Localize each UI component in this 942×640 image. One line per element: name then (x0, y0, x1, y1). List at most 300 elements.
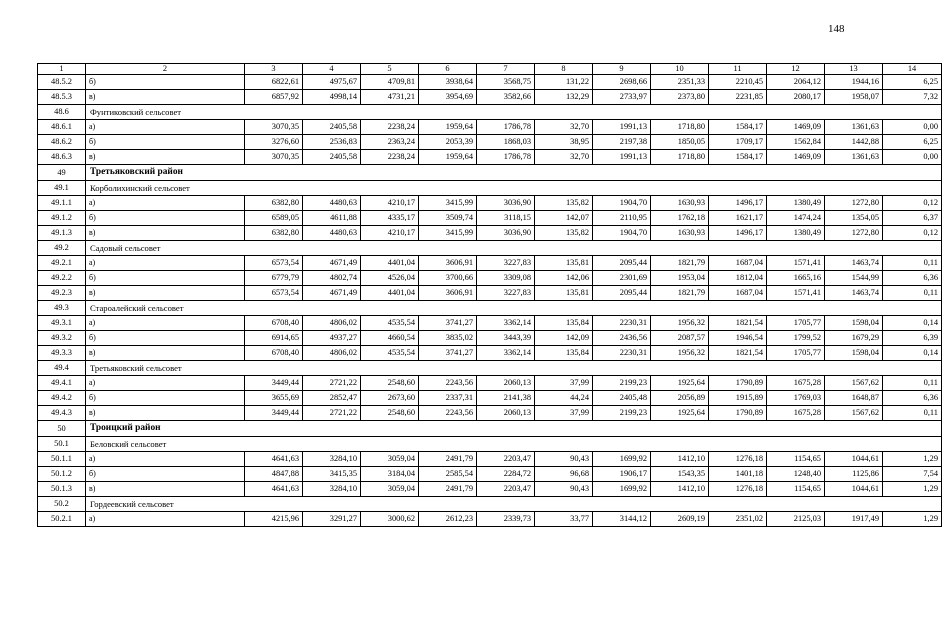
value-cell: 3741,27 (419, 346, 477, 361)
council-name: Садовый сельсовет (86, 241, 942, 256)
table-row (38, 376, 942, 391)
table-row (38, 150, 942, 165)
value-cell: 1786,78 (477, 150, 535, 165)
value-cell: 2060,13 (477, 406, 535, 421)
council-name: Гордеевский сельсовет (86, 497, 942, 512)
column-number-header-row (38, 64, 942, 75)
value-cell: 1868,03 (477, 135, 535, 150)
value-cell: 3655,69 (245, 391, 303, 406)
value-cell: 2673,60 (361, 391, 419, 406)
value-cell: 1463,74 (825, 256, 883, 271)
value-cell: 6382,80 (245, 226, 303, 241)
value-cell: 0,14 (883, 316, 942, 331)
value-cell: 2363,24 (361, 135, 419, 150)
value-cell: 1380,49 (767, 196, 825, 211)
table-row (38, 90, 942, 105)
value-cell: 2197,38 (593, 135, 651, 150)
column-number: 12 (767, 64, 825, 75)
value-cell: 2230,31 (593, 346, 651, 361)
row-variant: б) (86, 211, 245, 226)
value-cell: 1705,77 (767, 316, 825, 331)
value-cell: 4806,02 (303, 316, 361, 331)
value-cell: 3227,83 (477, 286, 535, 301)
value-cell: 1248,40 (767, 467, 825, 482)
value-cell: 1474,24 (767, 211, 825, 226)
value-cell: 6,25 (883, 135, 942, 150)
value-cell: 2243,56 (419, 406, 477, 421)
table-row (38, 226, 942, 241)
value-cell: 3938,64 (419, 75, 477, 90)
table-row (38, 406, 942, 421)
value-cell: 2491,79 (419, 452, 477, 467)
value-cell: 3036,90 (477, 196, 535, 211)
value-cell: 0,14 (883, 346, 942, 361)
value-cell: 1687,04 (709, 286, 767, 301)
value-cell: 4535,54 (361, 316, 419, 331)
table-row (38, 331, 942, 346)
value-cell: 2238,24 (361, 150, 419, 165)
table-row (38, 196, 942, 211)
value-cell: 1959,64 (419, 120, 477, 135)
value-cell: 3741,27 (419, 316, 477, 331)
value-cell: 2095,44 (593, 286, 651, 301)
value-cell: 1,29 (883, 512, 942, 527)
value-cell: 1154,65 (767, 482, 825, 497)
council-header-row (38, 437, 942, 452)
value-cell: 3415,99 (419, 196, 477, 211)
value-cell: 1567,62 (825, 406, 883, 421)
value-cell: 2087,57 (651, 331, 709, 346)
value-cell: 4671,49 (303, 256, 361, 271)
row-variant: б) (86, 135, 245, 150)
value-cell: 3059,04 (361, 452, 419, 467)
value-cell: 3835,02 (419, 331, 477, 346)
value-cell: 1917,49 (825, 512, 883, 527)
district-name: Троицкий район (86, 421, 942, 437)
value-cell: 2301,69 (593, 271, 651, 286)
value-cell: 1665,16 (767, 271, 825, 286)
value-cell: 6822,61 (245, 75, 303, 90)
value-cell: 3362,14 (477, 316, 535, 331)
value-cell: 7,32 (883, 90, 942, 105)
value-cell: 3449,44 (245, 406, 303, 421)
value-cell: 1571,41 (767, 256, 825, 271)
value-cell: 1630,93 (651, 196, 709, 211)
row-code: 49.3.3 (38, 346, 86, 361)
row-code: 49.2 (38, 241, 86, 256)
table-row (38, 452, 942, 467)
value-cell: 6,39 (883, 331, 942, 346)
value-cell: 3443,39 (477, 331, 535, 346)
value-cell: 6708,40 (245, 346, 303, 361)
value-cell: 1821,54 (709, 346, 767, 361)
value-cell: 4709,81 (361, 75, 419, 90)
value-cell: 4480,63 (303, 226, 361, 241)
row-code: 49.1.3 (38, 226, 86, 241)
value-cell: 0,11 (883, 376, 942, 391)
value-cell: 96,68 (535, 467, 593, 482)
table-row (38, 256, 942, 271)
row-code: 50.1 (38, 437, 86, 452)
column-number: 11 (709, 64, 767, 75)
row-code: 49.2.1 (38, 256, 86, 271)
value-cell: 3184,04 (361, 467, 419, 482)
value-cell: 3036,90 (477, 226, 535, 241)
value-cell: 1442,88 (825, 135, 883, 150)
value-cell: 1598,04 (825, 346, 883, 361)
value-cell: 6382,80 (245, 196, 303, 211)
value-cell: 2141,38 (477, 391, 535, 406)
value-cell: 7,54 (883, 467, 942, 482)
value-cell: 2110,95 (593, 211, 651, 226)
value-cell: 1675,28 (767, 376, 825, 391)
value-cell: 3362,14 (477, 346, 535, 361)
value-cell: 1679,29 (825, 331, 883, 346)
value-cell: 1544,99 (825, 271, 883, 286)
value-cell: 32,70 (535, 150, 593, 165)
row-code: 50.1.3 (38, 482, 86, 497)
value-cell: 1,29 (883, 482, 942, 497)
value-cell: 3059,04 (361, 482, 419, 497)
value-cell: 2064,12 (767, 75, 825, 90)
council-name: Фунтиковский сельсовет (86, 105, 942, 120)
row-code: 49.1.2 (38, 211, 86, 226)
council-name: Корболихинский сельсовет (86, 181, 942, 196)
value-cell: 90,43 (535, 452, 593, 467)
value-cell: 1562,84 (767, 135, 825, 150)
value-cell: 2351,33 (651, 75, 709, 90)
value-cell: 3700,66 (419, 271, 477, 286)
value-cell: 1125,86 (825, 467, 883, 482)
value-cell: 32,70 (535, 120, 593, 135)
value-cell: 1821,54 (709, 316, 767, 331)
value-cell: 2231,85 (709, 90, 767, 105)
row-variant: а) (86, 256, 245, 271)
value-cell: 1946,54 (709, 331, 767, 346)
value-cell: 1361,63 (825, 120, 883, 135)
value-cell: 3144,12 (593, 512, 651, 527)
value-cell: 1,29 (883, 452, 942, 467)
value-cell: 4937,27 (303, 331, 361, 346)
value-cell: 1991,13 (593, 150, 651, 165)
value-cell: 6914,65 (245, 331, 303, 346)
row-variant: в) (86, 90, 245, 105)
value-cell: 1821,79 (651, 286, 709, 301)
value-cell: 6589,05 (245, 211, 303, 226)
row-variant: а) (86, 196, 245, 211)
value-cell: 2405,58 (303, 150, 361, 165)
value-cell: 4641,63 (245, 452, 303, 467)
value-cell: 0,11 (883, 406, 942, 421)
value-cell: 2612,23 (419, 512, 477, 527)
column-number: 6 (419, 64, 477, 75)
value-cell: 33,77 (535, 512, 593, 527)
value-cell: 3284,10 (303, 452, 361, 467)
value-cell: 6,36 (883, 391, 942, 406)
value-cell: 4671,49 (303, 286, 361, 301)
row-variant: б) (86, 331, 245, 346)
value-cell: 1906,17 (593, 467, 651, 482)
value-cell: 4641,63 (245, 482, 303, 497)
value-cell: 135,84 (535, 346, 593, 361)
value-cell: 1276,18 (709, 452, 767, 467)
value-cell: 4210,17 (361, 196, 419, 211)
value-cell: 6708,40 (245, 316, 303, 331)
value-cell: 142,09 (535, 331, 593, 346)
value-cell: 4806,02 (303, 346, 361, 361)
table-row (38, 75, 942, 90)
value-cell: 4215,96 (245, 512, 303, 527)
value-cell: 2698,66 (593, 75, 651, 90)
value-cell: 1991,13 (593, 120, 651, 135)
value-cell: 1812,04 (709, 271, 767, 286)
column-number: 10 (651, 64, 709, 75)
page-number: 148 (828, 23, 845, 35)
value-cell: 2405,48 (593, 391, 651, 406)
value-cell: 2491,79 (419, 482, 477, 497)
value-cell: 2060,13 (477, 376, 535, 391)
value-cell: 2351,02 (709, 512, 767, 527)
row-code: 50.1.2 (38, 467, 86, 482)
value-cell: 1958,07 (825, 90, 883, 105)
row-code: 49.4 (38, 361, 86, 376)
row-variant: б) (86, 271, 245, 286)
row-code: 49.4.2 (38, 391, 86, 406)
value-cell: 1469,09 (767, 120, 825, 135)
row-code: 50 (38, 421, 86, 437)
value-cell: 2238,24 (361, 120, 419, 135)
value-cell: 3118,15 (477, 211, 535, 226)
value-cell: 3309,08 (477, 271, 535, 286)
value-cell: 3954,69 (419, 90, 477, 105)
row-variant: б) (86, 75, 245, 90)
council-header-row (38, 105, 942, 120)
value-cell: 2053,39 (419, 135, 477, 150)
value-cell: 2243,56 (419, 376, 477, 391)
value-cell: 142,07 (535, 211, 593, 226)
council-name: Староалейский сельсовет (86, 301, 942, 316)
table-row (38, 271, 942, 286)
value-cell: 1769,03 (767, 391, 825, 406)
value-cell: 4847,88 (245, 467, 303, 482)
value-cell: 0,00 (883, 150, 942, 165)
value-cell: 2080,17 (767, 90, 825, 105)
value-cell: 1567,62 (825, 376, 883, 391)
value-cell: 1469,09 (767, 150, 825, 165)
row-variant: в) (86, 406, 245, 421)
value-cell: 6573,54 (245, 286, 303, 301)
row-code: 48.6 (38, 105, 86, 120)
value-cell: 1718,80 (651, 150, 709, 165)
row-code: 49.1 (38, 181, 86, 196)
value-cell: 37,99 (535, 406, 593, 421)
value-cell: 1648,87 (825, 391, 883, 406)
value-cell: 0,12 (883, 196, 942, 211)
row-variant: в) (86, 346, 245, 361)
value-cell: 3606,91 (419, 286, 477, 301)
council-header-row (38, 241, 942, 256)
value-cell: 131,22 (535, 75, 593, 90)
value-cell: 4660,54 (361, 331, 419, 346)
value-cell: 1621,17 (709, 211, 767, 226)
value-cell: 1401,18 (709, 467, 767, 482)
row-variant: а) (86, 452, 245, 467)
value-cell: 4998,14 (303, 90, 361, 105)
value-cell: 6857,92 (245, 90, 303, 105)
table-row (38, 120, 942, 135)
row-variant: а) (86, 376, 245, 391)
value-cell: 135,82 (535, 196, 593, 211)
value-cell: 3291,27 (303, 512, 361, 527)
row-variant: в) (86, 150, 245, 165)
value-cell: 6,36 (883, 271, 942, 286)
value-cell: 1762,18 (651, 211, 709, 226)
column-number: 7 (477, 64, 535, 75)
value-cell: 142,06 (535, 271, 593, 286)
value-cell: 1272,80 (825, 226, 883, 241)
value-cell: 2230,31 (593, 316, 651, 331)
value-cell: 0,00 (883, 120, 942, 135)
value-cell: 2373,80 (651, 90, 709, 105)
value-cell: 4611,88 (303, 211, 361, 226)
row-code: 48.5.3 (38, 90, 86, 105)
value-cell: 4210,17 (361, 226, 419, 241)
table-row (38, 512, 942, 527)
value-cell: 1276,18 (709, 482, 767, 497)
row-code: 49.3.2 (38, 331, 86, 346)
value-cell: 4535,54 (361, 346, 419, 361)
value-cell: 2337,31 (419, 391, 477, 406)
table-row (38, 391, 942, 406)
value-cell: 1790,89 (709, 406, 767, 421)
value-cell: 1718,80 (651, 120, 709, 135)
value-cell: 1044,61 (825, 452, 883, 467)
column-number: 3 (245, 64, 303, 75)
row-variant: б) (86, 391, 245, 406)
column-number: 13 (825, 64, 883, 75)
row-variant: б) (86, 467, 245, 482)
value-cell: 135,81 (535, 256, 593, 271)
value-cell: 1904,70 (593, 196, 651, 211)
value-cell: 2609,19 (651, 512, 709, 527)
row-code: 50.2.1 (38, 512, 86, 527)
row-code: 48.6.2 (38, 135, 86, 150)
value-cell: 3568,75 (477, 75, 535, 90)
value-cell: 1850,05 (651, 135, 709, 150)
value-cell: 1821,79 (651, 256, 709, 271)
table-body (38, 75, 942, 527)
value-cell: 2203,47 (477, 482, 535, 497)
value-cell: 4335,17 (361, 211, 419, 226)
value-cell: 1584,17 (709, 120, 767, 135)
value-cell: 4526,04 (361, 271, 419, 286)
table-row (38, 346, 942, 361)
council-header-row (38, 181, 942, 196)
value-cell: 1496,17 (709, 196, 767, 211)
value-cell: 1699,92 (593, 482, 651, 497)
value-cell: 2436,56 (593, 331, 651, 346)
value-cell: 135,84 (535, 316, 593, 331)
value-cell: 2585,54 (419, 467, 477, 482)
value-cell: 1699,92 (593, 452, 651, 467)
value-cell: 0,11 (883, 286, 942, 301)
row-code: 49.1.1 (38, 196, 86, 211)
value-cell: 1463,74 (825, 286, 883, 301)
value-cell: 2095,44 (593, 256, 651, 271)
value-cell: 0,11 (883, 256, 942, 271)
value-cell: 1786,78 (477, 120, 535, 135)
value-cell: 1953,04 (651, 271, 709, 286)
value-cell: 2203,47 (477, 452, 535, 467)
row-code: 49.2.2 (38, 271, 86, 286)
value-cell: 3606,91 (419, 256, 477, 271)
value-cell: 6,25 (883, 75, 942, 90)
row-code: 48.5.2 (38, 75, 86, 90)
value-cell: 2721,22 (303, 406, 361, 421)
value-cell: 1496,17 (709, 226, 767, 241)
value-cell: 1584,17 (709, 150, 767, 165)
value-cell: 2721,22 (303, 376, 361, 391)
district-header-row (38, 165, 942, 181)
value-cell: 3000,62 (361, 512, 419, 527)
value-cell: 6779,79 (245, 271, 303, 286)
value-cell: 1543,35 (651, 467, 709, 482)
value-cell: 132,29 (535, 90, 593, 105)
value-cell: 2548,60 (361, 376, 419, 391)
value-cell: 2125,03 (767, 512, 825, 527)
value-cell: 4802,74 (303, 271, 361, 286)
value-cell: 1925,64 (651, 376, 709, 391)
value-cell: 38,95 (535, 135, 593, 150)
value-cell: 1675,28 (767, 406, 825, 421)
value-cell: 0,12 (883, 226, 942, 241)
value-cell: 4401,04 (361, 286, 419, 301)
row-code: 50.1.1 (38, 452, 86, 467)
value-cell: 1790,89 (709, 376, 767, 391)
value-cell: 1956,32 (651, 346, 709, 361)
value-cell: 3070,35 (245, 120, 303, 135)
value-cell: 4731,21 (361, 90, 419, 105)
value-cell: 2284,72 (477, 467, 535, 482)
value-cell: 1709,17 (709, 135, 767, 150)
value-cell: 1380,49 (767, 226, 825, 241)
row-variant: а) (86, 512, 245, 527)
value-cell: 1687,04 (709, 256, 767, 271)
column-number: 2 (86, 64, 245, 75)
column-number: 8 (535, 64, 593, 75)
value-cell: 1944,16 (825, 75, 883, 90)
value-cell: 90,43 (535, 482, 593, 497)
value-cell: 1412,10 (651, 482, 709, 497)
value-cell: 37,99 (535, 376, 593, 391)
value-cell: 4480,63 (303, 196, 361, 211)
value-cell: 6573,54 (245, 256, 303, 271)
value-cell: 2199,23 (593, 376, 651, 391)
value-cell: 2210,45 (709, 75, 767, 90)
value-cell: 2405,58 (303, 120, 361, 135)
value-cell: 2733,97 (593, 90, 651, 105)
table-row (38, 316, 942, 331)
value-cell: 2852,47 (303, 391, 361, 406)
value-cell: 1412,10 (651, 452, 709, 467)
table-row (38, 482, 942, 497)
value-cell: 1354,05 (825, 211, 883, 226)
value-cell: 2056,89 (651, 391, 709, 406)
value-cell: 3415,35 (303, 467, 361, 482)
row-code: 49.3 (38, 301, 86, 316)
table-row (38, 467, 942, 482)
value-cell: 2548,60 (361, 406, 419, 421)
